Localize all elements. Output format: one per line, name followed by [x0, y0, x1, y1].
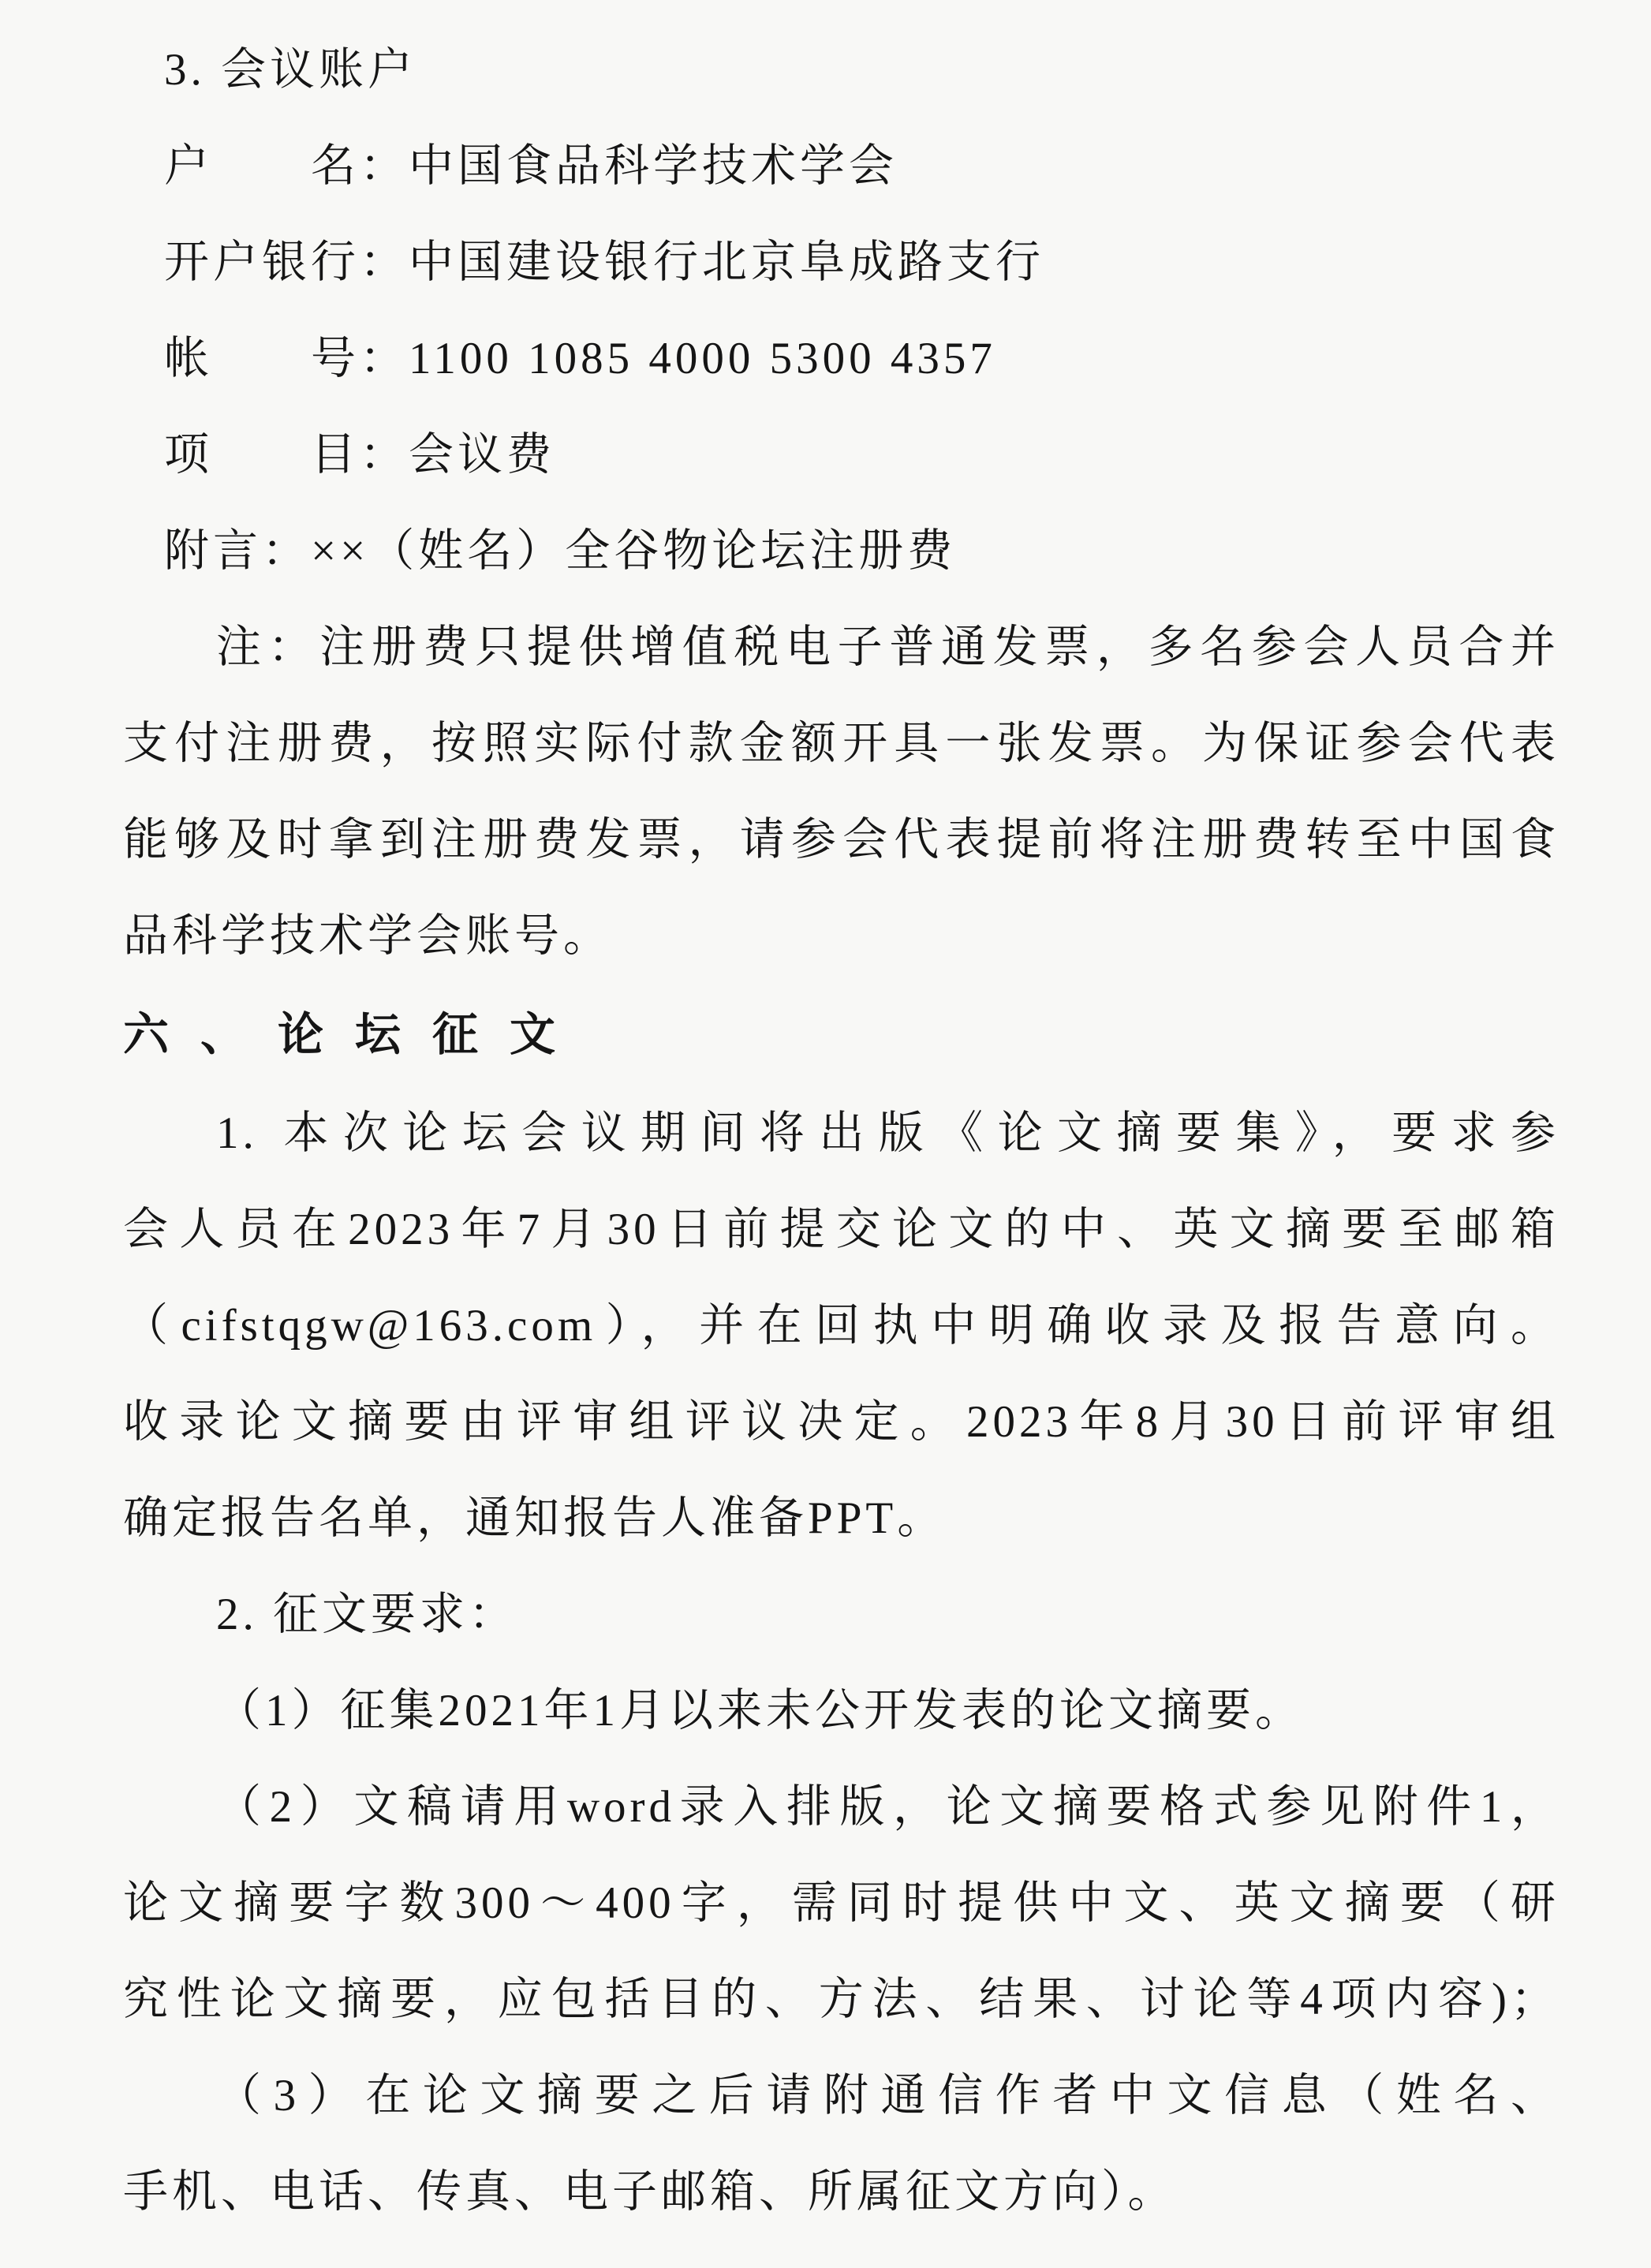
account-name: 户 名：中国食品科学技术学会: [164, 141, 898, 191]
para2-heading: 2. 征文要求：: [216, 1590, 517, 1639]
req2-line-1: （2）文稿请用word录入排版，论文摘要格式参见附件1，: [216, 1782, 1559, 1832]
para1-line-5: 确定报告名单，通知报告人准备PPT。: [123, 1493, 947, 1543]
req3-line-1: （3）在论文摘要之后请附通信作者中文信息（姓名、: [216, 2071, 1559, 2120]
para1-line-4: 收录论文摘要由评审组评议决定。2023年8月30日前评审组: [123, 1397, 1559, 1447]
para1-line-1: 1. 本次论坛会议期间将出版《论文摘要集》，要求参: [216, 1108, 1559, 1158]
item3-heading: 3. 会议账户: [164, 45, 416, 95]
para1-line-3: （cifstqgw@163.com），并在回执中明确收录及报告意向。: [123, 1301, 1559, 1351]
req2-line-3: 究性论文摘要，应包括目的、方法、结果、讨论等4项内容)；: [123, 1975, 1559, 2024]
account-memo: 附言：××（姓名）全谷物论坛注册费: [164, 526, 957, 576]
note-line-3: 能够及时拿到注册费发票，请参会代表提前将注册费转至中国食: [123, 815, 1559, 865]
req3-line-2: 手机、电话、传真、电子邮箱、所属征文方向）。: [123, 2167, 1177, 2217]
document-text-block: [123, 22, 1559, 2240]
note-line-4: 品科学技术学会账号。: [123, 911, 612, 961]
req2-line-2: 论文摘要字数300～400字，需同时提供中文、英文摘要（研: [123, 1878, 1559, 1928]
para1-line-2: 会人员在2023年7月30日前提交论文的中、英文摘要至邮箱: [123, 1205, 1559, 1254]
section-heading: 六、论坛征文: [123, 1009, 588, 1060]
note-line-2: 支付注册费，按照实际付款金额开具一张发票。为保证参会代表: [123, 719, 1559, 768]
note-line-1: 注：注册费只提供增值税电子普通发票，多名参会人员合并: [216, 622, 1559, 672]
req1-line-1: （1）征集2021年1月以来未公开发表的论文摘要。: [216, 1686, 1304, 1736]
account-number: 帐 号：1100 1085 4000 5300 4357: [164, 334, 996, 383]
account-item: 项 目：会议费: [164, 430, 555, 480]
account-bank: 开户银行：中国建设银行北京阜成路支行: [164, 237, 1044, 287]
